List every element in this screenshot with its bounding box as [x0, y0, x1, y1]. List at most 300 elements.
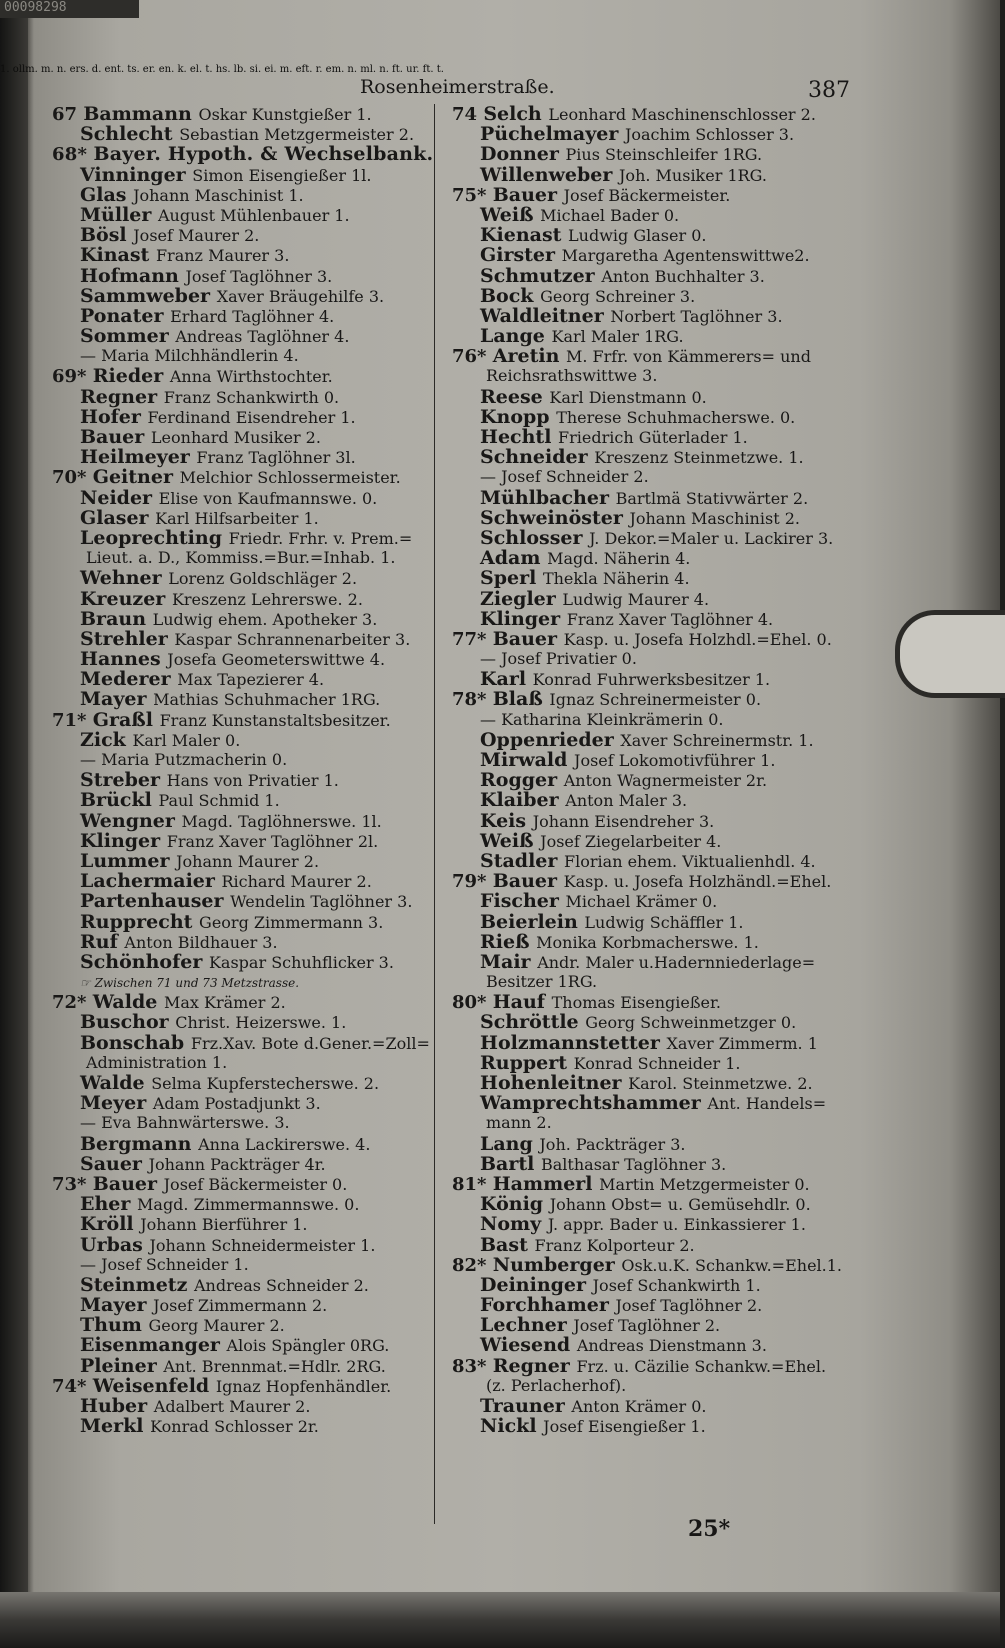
directory-entry [452, 912, 857, 932]
resident-surname: Bonschab [80, 1031, 191, 1054]
directory-entry [52, 851, 442, 871]
directory-entry [52, 467, 442, 487]
directory-entry [52, 1255, 442, 1275]
resident-details: Josef Bäckermeister 0. [163, 1174, 348, 1194]
resident-details: Xaver Schreinermstr. 1. [620, 730, 814, 750]
directory-entry [52, 1154, 442, 1174]
directory-entry [452, 407, 857, 427]
resident-surname: Glas [80, 183, 134, 206]
resident-details: Konrad Schlosser 2r. [150, 1417, 319, 1437]
resident-details: Joachim Schlosser 3. [624, 125, 795, 145]
resident-surname: Kinast [80, 244, 156, 267]
resident-details: Margaretha Agentenswittwe2. [561, 246, 810, 266]
resident-details: Reichsrathswittwe 3. [486, 366, 658, 386]
resident-details: Georg Zimmermann 3. [199, 912, 384, 932]
directory-entry [52, 568, 442, 588]
resident-details: Karl Maler 0. [132, 730, 241, 750]
directory-entry [52, 205, 442, 225]
resident-surname: Müller [80, 203, 158, 226]
resident-surname: Weisenfeld [92, 1374, 216, 1397]
resident-details: Erhard Taglöhner 4. [170, 306, 335, 326]
page-number: 387 [808, 78, 850, 103]
directory-entry [452, 1134, 857, 1154]
resident-details: M. Frfr. von Kämmerers= und [566, 347, 811, 367]
directory-entry [52, 447, 442, 467]
resident-details: Johann Obst= u. Gemüsehdlr. 0. [549, 1195, 811, 1215]
directory-entry [52, 1033, 442, 1053]
resident-details: Franz Taglöhner 3l. [196, 448, 356, 468]
resident-details: Xaver Zimmerm. 1 [666, 1033, 818, 1053]
resident-surname: Wiesend [480, 1334, 577, 1357]
resident-surname: Klaiber [480, 789, 566, 812]
resident-surname: Forchhamer [480, 1294, 616, 1317]
resident-details: Georg Maurer 2. [148, 1316, 285, 1336]
directory-entry [452, 790, 857, 810]
resident-details: Ferdinand Eisendreher 1. [147, 407, 356, 427]
directory-entry [452, 1093, 857, 1113]
resident-details: Magd. Zimmermannswe. 0. [137, 1195, 360, 1215]
resident-surname: Ponater [80, 304, 171, 327]
resident-surname: Fischer [480, 890, 566, 913]
resident-details: Josef Lokomotivführer 1. [574, 751, 776, 770]
directory-entry [52, 831, 442, 851]
resident-surname: Schlecht [80, 123, 180, 146]
house-number: 79* [452, 871, 493, 893]
resident-details: Josefa Geometerswittwe 4. [167, 650, 386, 670]
resident-surname: Hofer [80, 405, 148, 428]
directory-entry [452, 932, 857, 952]
resident-surname: Wamprechtshammer [480, 1092, 708, 1115]
directory-entry [452, 1295, 857, 1315]
directory-entry [52, 488, 442, 508]
directory-entry [52, 245, 442, 265]
resident-details: Anton Krämer 0. [571, 1397, 707, 1416]
resident-details: Ludwig ehem. Apotheker 3. [152, 609, 378, 629]
directory-entry [452, 508, 857, 528]
resident-surname: Geitner [92, 466, 180, 489]
directory-entry [452, 326, 857, 346]
directory-entry [452, 1356, 857, 1376]
resident-surname: Kienast [480, 224, 569, 247]
directory-entry [52, 589, 442, 609]
directory-entry [452, 1214, 857, 1234]
resident-details: Wendelin Taglöhner 3. [230, 892, 413, 912]
resident-surname: Bauer [492, 183, 564, 206]
resident-details: Ignaz Hopfenhändler. [215, 1376, 392, 1396]
resident-surname: Bock [480, 284, 541, 307]
directory-entry [52, 1174, 442, 1194]
resident-details: Joh. Packträger 3. [539, 1134, 686, 1154]
resident-surname: Blaß [492, 688, 550, 711]
resident-surname: Urbas [80, 1233, 150, 1256]
resident-surname: Ruf [80, 930, 125, 953]
directory-entry [452, 891, 857, 911]
directory-entry [52, 1315, 442, 1335]
directory-entry [52, 1214, 442, 1234]
directory-entry [52, 286, 442, 306]
resident-surname: Rieder [92, 365, 170, 388]
resident-details: Balthasar Taglöhner 3. [541, 1154, 727, 1174]
directory-entry [452, 427, 857, 447]
resident-details: Kaspar Schuhflicker 3. [208, 952, 394, 972]
resident-details: Christ. Heizerswe. 1. [175, 1013, 347, 1033]
resident-surname: Selch [483, 103, 549, 125]
resident-surname: Bergmann [80, 1132, 199, 1155]
resident-surname: Bammann [83, 103, 199, 125]
resident-surname: Mühlbacher [480, 486, 616, 509]
directory-entry [452, 104, 857, 124]
resident-details: Magd. Näherin 4. [547, 549, 691, 569]
resident-surname: Nomy [480, 1213, 548, 1236]
resident-surname: Neider [80, 486, 159, 509]
directory-entry [52, 629, 442, 649]
resident-surname: Nickl [480, 1415, 544, 1438]
directory-entry [452, 548, 857, 568]
resident-surname: Klinger [480, 607, 567, 630]
directory-entry [452, 1275, 857, 1295]
resident-surname: Meyer [80, 1092, 153, 1115]
directory-entry [52, 185, 442, 205]
resident-details: Ludwig Schäffler 1. [584, 912, 744, 932]
resident-surname: Bauer [80, 426, 151, 448]
directory-entry [452, 589, 857, 609]
resident-details: Johann Maschinist 2. [629, 508, 800, 528]
resident-details: Josef Eisengießer 1. [543, 1417, 706, 1437]
street-note: ☞ Zwischen 71 und 73 Metzstrasse. [80, 976, 300, 991]
resident-details: Paul Schmid 1. [158, 791, 280, 811]
directory-entry [452, 286, 857, 306]
resident-details: Lorenz Goldschläger 2. [168, 569, 358, 589]
directory-entry [52, 811, 442, 831]
resident-surname: Bauer [492, 870, 564, 893]
resident-details: — Josef Schneider 1. [80, 1254, 249, 1274]
house-number: 71* [52, 709, 93, 731]
resident-details: (z. Perlacherhof). [486, 1375, 627, 1395]
directory-entry [52, 427, 442, 447]
house-number: 70* [52, 467, 93, 489]
directory-entry [452, 1376, 857, 1396]
directory-entry [52, 1194, 442, 1214]
directory-entry [452, 1396, 857, 1416]
directory-entry [452, 831, 857, 851]
directory-entry [52, 710, 442, 730]
directory-entry [452, 1335, 857, 1355]
resident-surname: Hechtl [480, 426, 559, 448]
resident-surname: Mair [480, 950, 538, 973]
resident-surname: Hofmann [80, 264, 186, 287]
resident-surname: Wehner [80, 567, 169, 590]
resident-details: Johann Schneidermeister 1. [149, 1235, 376, 1255]
directory-entry [52, 1093, 442, 1113]
resident-surname: Rogger [480, 769, 564, 792]
resident-details: Hans von Privatier 1. [166, 771, 339, 791]
resident-details: Leonhard Musiker 2. [150, 428, 321, 447]
resident-details: Karl Dienstmann 0. [549, 387, 707, 407]
resident-surname: Sperl [480, 567, 543, 590]
resident-surname: Streber [80, 769, 167, 792]
resident-details: Thomas Eisengießer. [551, 993, 721, 1013]
resident-details: Max Krämer 2. [163, 993, 286, 1013]
directory-entry [452, 851, 857, 871]
house-number: 69* [52, 366, 93, 388]
resident-surname: Lachermaier [80, 870, 222, 893]
resident-surname: Beierlein [480, 910, 585, 933]
resident-details: Martin Metzgermeister 0. [599, 1174, 810, 1194]
resident-details: J. appr. Bader u. Einkassierer 1. [547, 1215, 806, 1235]
resident-details: Frz.Xav. Bote d.Gener.=Zoll= [190, 1033, 430, 1053]
directory-entry [52, 750, 442, 770]
resident-surname: Hannes [80, 648, 168, 671]
resident-details: Andr. Maler u.Hadernniederlage= [537, 952, 816, 972]
directory-entry [52, 1416, 442, 1436]
resident-surname: Bösl [80, 224, 134, 247]
resident-details: Melchior Schlossermeister. [179, 468, 401, 488]
resident-surname: Leoprechting [80, 526, 229, 549]
house-number: 81* [452, 1173, 493, 1195]
resident-details: Andreas Taglöhner 4. [175, 327, 350, 347]
resident-surname: Schlosser [480, 526, 590, 549]
resident-details: Josef Zimmermann 2. [153, 1296, 328, 1316]
directory-entry [52, 1113, 442, 1133]
directory-entry [452, 447, 857, 467]
resident-surname: Schneider [480, 446, 595, 469]
resident-surname: Bayer. Hypoth. & Wechselbank. [93, 143, 434, 166]
resident-surname: Kreuzer [80, 587, 172, 610]
house-number: 76* [452, 346, 493, 368]
resident-surname: Sammweber [80, 284, 217, 307]
resident-surname: Regner [80, 385, 164, 408]
resident-details: — Katharina Kleinkrämerin 0. [480, 709, 724, 729]
resident-details: Karol. Steinmetzwe. 2. [628, 1074, 813, 1093]
resident-surname: Ruppert [480, 1051, 574, 1074]
resident-surname: Schröttle [480, 1011, 586, 1034]
directory-entry [452, 750, 857, 770]
directory-entry [452, 669, 857, 689]
resident-details: Michael Bader 0. [540, 205, 680, 225]
directory-entry [452, 972, 857, 992]
resident-surname: Lang [480, 1132, 540, 1155]
resident-details: August Mühlenbauer 1. [158, 205, 350, 225]
house-number: 72* [52, 992, 93, 1014]
directory-entry [452, 871, 857, 891]
resident-surname: Mirwald [480, 749, 575, 771]
directory-entry [452, 1194, 857, 1214]
directory-entry [452, 1053, 857, 1073]
house-number: 75* [452, 184, 493, 206]
resident-surname: Lechner [480, 1314, 574, 1337]
directory-entry [452, 1174, 857, 1194]
resident-details: Osk.u.K. Schankw.=Ehel.1. [621, 1255, 843, 1275]
directory-entry [452, 689, 857, 709]
resident-details: Sebastian Metzgermeister 2. [179, 125, 415, 145]
resident-details: Anna Lackirerswe. 4. [198, 1134, 371, 1154]
resident-surname: Waldleitner [480, 304, 611, 327]
directory-entry [52, 528, 442, 548]
resident-surname: Braun [80, 607, 153, 630]
resident-surname: Eisenmanger [80, 1334, 227, 1357]
resident-details: Anna Wirthstochter. [169, 367, 333, 387]
resident-surname: Graßl [92, 708, 160, 731]
house-number: 78* [452, 689, 493, 711]
directory-entry [52, 972, 442, 992]
resident-details: Therese Schuhmacherswe. 0. [556, 407, 796, 427]
resident-surname: Sommer [80, 325, 176, 348]
resident-surname: Keis [480, 809, 533, 832]
resident-details: Josef Bäckermeister. [563, 185, 731, 205]
directory-entry [52, 730, 442, 750]
resident-details: Oskar Kunstgießer 1. [198, 105, 372, 124]
house-number: 74* [52, 1375, 93, 1397]
resident-surname: Vinninger [80, 163, 193, 186]
directory-entry [452, 266, 857, 286]
house-number: 67 [52, 104, 84, 125]
directory-entry [52, 891, 442, 911]
resident-details: Anton Buchhalter 3. [601, 266, 765, 286]
resident-surname: Thum [80, 1314, 149, 1337]
resident-details: Ant. Handels= [707, 1094, 827, 1114]
directory-entry [452, 952, 857, 972]
resident-details: Josef Taglöhner 3. [185, 266, 333, 286]
resident-surname: Sauer [80, 1152, 149, 1175]
resident-surname: Hohenleitner [480, 1072, 629, 1094]
resident-surname: Karl [480, 668, 533, 691]
resident-surname: Merkl [80, 1415, 151, 1438]
resident-details: Ignaz Schreinermeister 0. [549, 690, 762, 710]
directory-entry [52, 871, 442, 891]
resident-surname: Mayer [80, 1294, 154, 1317]
running-header: Rosenheimerstraße. [360, 76, 555, 98]
directory-entry [52, 649, 442, 669]
resident-details: Franz Schankwirth 0. [163, 387, 340, 407]
resident-surname: Walde [80, 1072, 152, 1094]
resident-details: Georg Schweinmetzger 0. [585, 1013, 797, 1033]
resident-details: — Josef Privatier 0. [480, 649, 637, 669]
resident-details: Adam Postadjunkt 3. [152, 1094, 321, 1114]
resident-details: Adalbert Maurer 2. [153, 1397, 311, 1416]
resident-surname: Rupprecht [80, 910, 200, 933]
directory-entry [452, 609, 857, 629]
resident-surname: Lummer [80, 849, 177, 872]
resident-surname: Holzmannstetter [480, 1031, 667, 1054]
resident-details: Josef Taglöhner 2. [615, 1296, 763, 1316]
resident-details: Konrad Fuhrwerksbesitzer 1. [532, 670, 771, 690]
resident-details: Karl Maler 1RG. [551, 327, 684, 347]
directory-entry [452, 1113, 857, 1133]
directory-entry [52, 1235, 442, 1255]
directory-entry [52, 1073, 442, 1093]
directory-entry [52, 306, 442, 326]
resident-surname: Kröll [80, 1213, 141, 1236]
directory-entry [52, 790, 442, 810]
directory-entry [52, 1134, 442, 1154]
resident-surname: Mederer [80, 668, 178, 691]
resident-details: Michael Krämer 0. [565, 892, 718, 912]
resident-details: Anton Bildhauer 3. [124, 932, 278, 952]
resident-surname: Buschor [80, 1011, 176, 1034]
resident-surname: Klinger [80, 829, 167, 852]
house-number: 80* [452, 992, 493, 1014]
resident-details: Selma Kupferstecherswe. 2. [151, 1074, 380, 1093]
resident-surname: Zick [80, 728, 133, 751]
resident-surname: Rieß [480, 930, 537, 953]
directory-entry [452, 1255, 857, 1275]
resident-surname: Hammerl [492, 1172, 600, 1195]
house-number: 83* [452, 1355, 493, 1377]
directory-entry [452, 1235, 857, 1255]
resident-details: Max Tapezierer 4. [177, 670, 325, 690]
resident-details: Franz Maurer 3. [155, 246, 290, 266]
directory-entry [452, 245, 857, 265]
resident-details: Kasp. u. Josefa Holzhändl.=Ehel. [563, 872, 832, 892]
scan-id-label: 00098298 [0, 0, 139, 18]
directory-entry [52, 609, 442, 629]
resident-surname: Huber [80, 1395, 154, 1417]
resident-surname: Schweinöster [480, 506, 630, 529]
directory-entry [52, 124, 442, 144]
resident-details: Elise von Kaufmannswe. 0. [158, 488, 378, 508]
resident-details: Joh. Musiker 1RG. [619, 165, 767, 185]
resident-details: — Maria Putzmacherin 0. [80, 750, 288, 769]
resident-details: Johann Eisendreher 3. [532, 811, 715, 831]
directory-entry [452, 1154, 857, 1174]
resident-details: Anton Wagnermeister 2r. [563, 771, 768, 791]
directory-entry [452, 1012, 857, 1032]
resident-surname: Partenhauser [80, 890, 231, 913]
directory-entry [452, 225, 857, 245]
directory-entry [52, 770, 442, 790]
resident-details: Friedr. Frhr. v. Prem.= [228, 528, 413, 548]
resident-details: J. Dekor.=Maler u. Lackirer 3. [589, 528, 834, 548]
directory-entry [52, 366, 442, 386]
resident-surname: Strehler [80, 627, 175, 650]
resident-details: Andreas Dienstmann 3. [576, 1336, 767, 1356]
house-number: 77* [452, 628, 493, 650]
resident-details: Leonhard Maschinenschlosser 2. [548, 105, 816, 124]
house-number: 73* [52, 1173, 93, 1195]
directory-entry [52, 508, 442, 528]
resident-details: Administration 1. [86, 1052, 228, 1072]
resident-details: — Maria Milchhändlerin 4. [80, 346, 299, 366]
directory-entry [452, 528, 857, 548]
resident-details: Johann Maurer 2. [176, 851, 320, 871]
resident-surname: Bartl [480, 1152, 541, 1175]
directory-entry [452, 710, 857, 730]
house-number: 74 [452, 104, 484, 125]
resident-details: Simon Eisengießer 1l. [192, 165, 372, 185]
directory-entry [452, 1073, 857, 1093]
resident-surname: Pleiner [80, 1354, 164, 1377]
resident-surname: Glaser [80, 506, 156, 529]
bottom-page-edge [0, 1592, 1000, 1648]
directory-entry [452, 649, 857, 669]
resident-surname: Lange [480, 325, 552, 348]
directory-entry [52, 346, 442, 366]
resident-details: Ludwig Glaser 0. [568, 226, 707, 246]
directory-entry [52, 952, 442, 972]
resident-surname: Oppenrieder [480, 728, 621, 751]
directory-entry [452, 730, 857, 750]
resident-details: Anton Maler 3. [565, 791, 688, 811]
resident-details: Kreszenz Lehrerswe. 2. [171, 589, 363, 609]
resident-surname: Aretin [492, 345, 566, 368]
resident-details: Franz Kolporteur 2. [534, 1235, 695, 1255]
resident-surname: Knopp [480, 405, 557, 428]
resident-surname: Püchelmayer [480, 123, 625, 146]
resident-surname: Numberger [492, 1253, 622, 1276]
directory-entry [452, 124, 857, 144]
directory-entry [52, 1356, 442, 1376]
resident-details: Konrad Schneider 1. [573, 1053, 741, 1073]
